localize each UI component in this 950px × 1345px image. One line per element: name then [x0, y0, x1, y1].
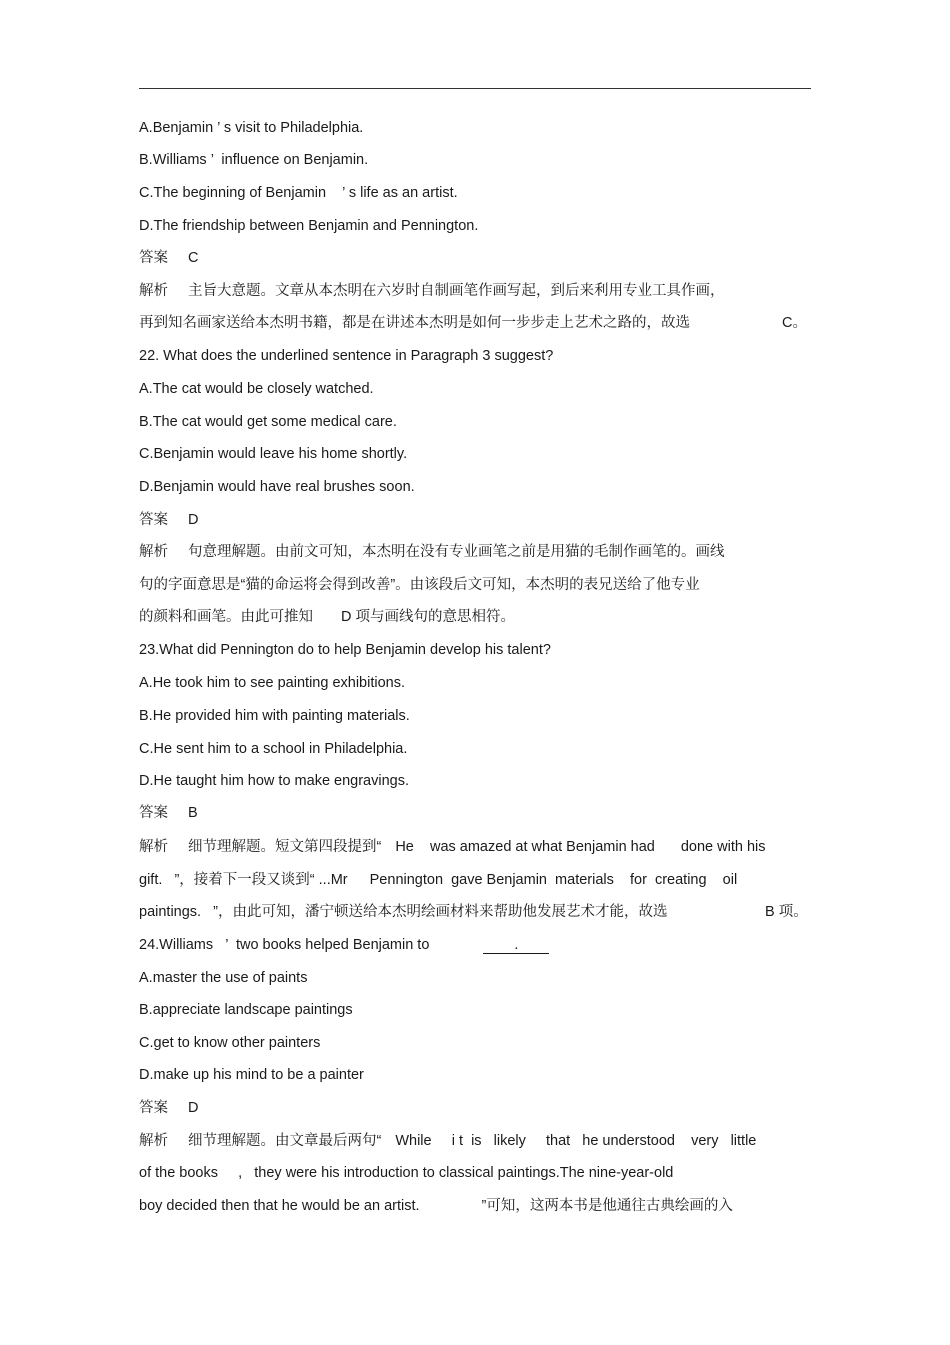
q22-option-d: D.Benjamin would have real brushes soon. — [139, 479, 415, 495]
answer-blank: . — [483, 937, 549, 954]
q23-option-a: A.He took him to see painting exhibitions. — [139, 675, 405, 691]
answer-label: 答案 — [139, 805, 168, 821]
q22-analysis-line-2: 句的字面意思是“猫的命运将会得到改善”。由该段后文可知，本杰明的表兄送给了他专业 — [139, 577, 700, 593]
q22-option-b: B.The cat would get some medical care. — [139, 414, 397, 430]
q23-option-d: D.He taught him how to make engravings. — [139, 773, 409, 789]
q22-option-c: C.Benjamin would leave his home shortly. — [139, 446, 408, 462]
q23-analysis-line-3: paintings. ”，由此可知，潘宁顿送给本杰明绘画材料来帮助他发展艺术才能，故选 — [139, 904, 668, 920]
q23-analysis-line-1: 解析 细节理解题。短文第四段提到“ He was amazed at what Benjamin had done with his — [139, 839, 766, 855]
q21-analysis-line-2-end: C。 — [782, 315, 807, 331]
q21-answer — [139, 248, 198, 268]
answer-label: 答案 — [139, 250, 168, 266]
q23-analysis-line-3-end: B 项。 — [765, 904, 808, 920]
q23-analysis-line-2: gift. ”，接着下一段又谈到“ ...Mr Pennington gave Benjamin materials for creating oil — [139, 872, 738, 888]
analysis-label: 解析 — [139, 283, 168, 299]
q22-question: 22. What does the underlined sentence in Paragraph 3 suggest? — [139, 348, 554, 364]
q21-analysis-line-2: 再到知名画家送给本杰明书籍，都是在讲述本杰明是如何一步步走上艺术之路的，故选 — [139, 315, 690, 331]
q23-question: 23.What did Pennington do to help Benjamin develop his talent? — [139, 642, 551, 658]
q21-option-a: A.Benjamin ’ s visit to Philadelphia. — [139, 120, 364, 136]
answer-value: D — [188, 512, 199, 528]
analysis-label: 解析 — [139, 839, 168, 855]
q23-option-c: C.He sent him to a school in Philadelphia. — [139, 741, 408, 757]
q21-option-c: C.The beginning of Benjamin ’ s life as an artist. — [139, 185, 458, 201]
q21-option-d: D.The friendship between Benjamin and Pennington. — [139, 218, 479, 234]
answer-label: 答案 — [139, 512, 168, 528]
q23-option-b: B.He provided him with painting materials. — [139, 708, 410, 724]
answer-value: C — [188, 250, 199, 266]
q21-option-b: B.Williams ’ influence on Benjamin. — [139, 152, 369, 168]
answer-value: B — [188, 805, 198, 821]
q24-option-b: B.appreciate landscape paintings — [139, 1002, 353, 1018]
q24-question: 24.Williams ’ two books helped Benjamin to . — [139, 935, 549, 955]
q24-analysis-line-2: of the books , they were his introduction to classical paintings.The nine-year-old — [139, 1165, 674, 1181]
analysis-label: 解析 — [139, 1133, 168, 1149]
answer-label: 答案 — [139, 1100, 168, 1116]
q22-option-a: A.The cat would be closely watched. — [139, 381, 374, 397]
q22-analysis-line-1: 解析 句意理解题。由前文可知，本杰明在没有专业画笔之前是用猫的毛制作画笔的。画线 — [139, 544, 725, 560]
q22-answer — [139, 510, 198, 530]
q24-option-c: C.get to know other painters — [139, 1035, 321, 1051]
q22-analysis-line-3: 的颜料和画笔。由此可推知 D 项与画线句的意思相符。 — [139, 609, 515, 625]
q23-answer — [139, 803, 198, 823]
q21-analysis-line-1: 解析 主旨大意题。文章从本杰明在六岁时自制画笔作画写起，到后来利用专业工具作画， — [139, 283, 725, 299]
answer-value: D — [188, 1100, 199, 1116]
q24-option-d: D.make up his mind to be a painter — [139, 1067, 364, 1083]
q24-analysis-line-1: 解析 细节理解题。由文章最后两句“ While i t is likely that he understood very little — [139, 1133, 757, 1149]
header-rule — [139, 88, 811, 89]
q24-option-a: A.master the use of paints — [139, 970, 308, 986]
q24-analysis-line-3: boy decided then that he would be an artist. ”可知，这两本书是他通往古典绘画的入 — [139, 1198, 733, 1214]
analysis-label: 解析 — [139, 544, 168, 560]
q24-answer — [139, 1098, 198, 1118]
